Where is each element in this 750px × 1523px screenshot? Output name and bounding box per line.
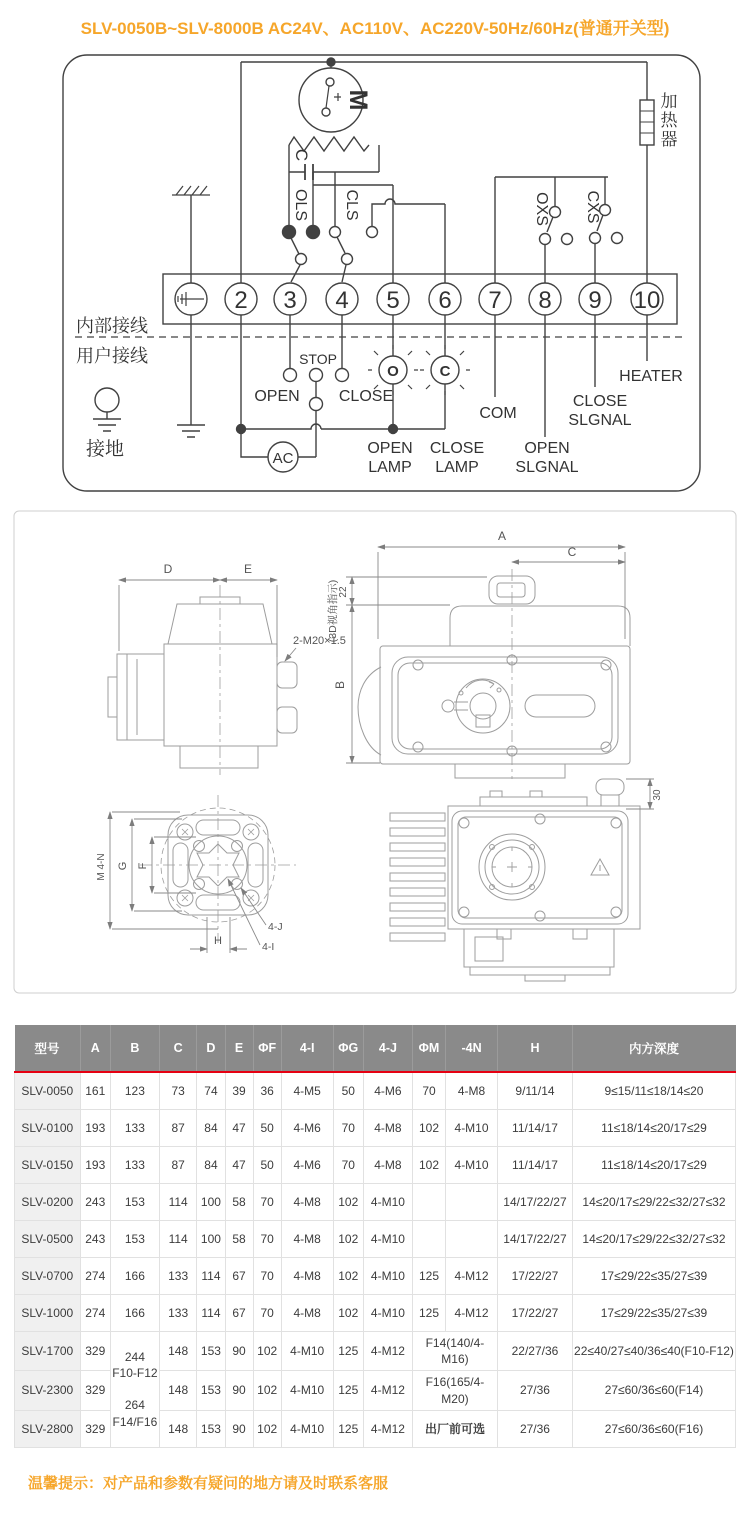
oxs-label: OXS bbox=[533, 192, 550, 226]
spec-cell: 4-M10 bbox=[363, 1184, 412, 1221]
column-header: 4-I bbox=[281, 1025, 333, 1072]
close-signal-label: SLGNAL bbox=[568, 412, 632, 429]
spec-cell: 22/27/36 bbox=[497, 1332, 572, 1371]
close-lamp-letter: C bbox=[439, 363, 451, 380]
spec-cell: 329 bbox=[80, 1371, 110, 1410]
spec-cell: 100 bbox=[197, 1221, 225, 1258]
model-cell: SLV-2300 bbox=[15, 1371, 81, 1410]
table-row bbox=[15, 1332, 736, 1371]
spec-cell: 17/22/27 bbox=[497, 1295, 572, 1332]
spec-cell: 114 bbox=[159, 1184, 196, 1221]
cls-label: CLS bbox=[343, 189, 360, 221]
table-row bbox=[15, 1072, 736, 1110]
spec-cell: 4-M10 bbox=[363, 1258, 412, 1295]
open-signal-label: OPEN bbox=[524, 440, 570, 457]
spec-cell: 274 bbox=[80, 1258, 110, 1295]
spec-cell: 9/11/14 bbox=[497, 1072, 572, 1110]
spec-cell: 14/17/22/27 bbox=[497, 1184, 572, 1221]
spec-cell: 70 bbox=[253, 1184, 281, 1221]
model-cell: SLV-0150 bbox=[15, 1147, 81, 1184]
spec-cell: 90 bbox=[225, 1371, 253, 1410]
ols-contact-dot bbox=[283, 226, 296, 239]
terminal-number: 4 bbox=[335, 287, 349, 314]
dim-h-label: H bbox=[214, 935, 222, 947]
spec-cell: 4-M8 bbox=[363, 1110, 412, 1147]
spec-cell: 102 bbox=[333, 1295, 363, 1332]
spec-cell: 70 bbox=[253, 1221, 281, 1258]
spec-cell: 14≤20/17≤29/22≤32/27≤32 bbox=[572, 1184, 735, 1221]
spec-cell: 102 bbox=[412, 1110, 445, 1147]
spec-cell: 74 bbox=[197, 1072, 225, 1110]
spec-cell: 70 bbox=[253, 1258, 281, 1295]
user-wiring-label: 用户接线 bbox=[76, 346, 148, 366]
junction-dot bbox=[389, 425, 398, 434]
open-lamp-label: LAMP bbox=[368, 459, 412, 476]
close-lamp-label: LAMP bbox=[435, 459, 479, 476]
spec-cell: 4-M10 bbox=[281, 1371, 333, 1410]
spec-cell: 133 bbox=[110, 1147, 159, 1184]
heater-cn-label: 热 bbox=[660, 111, 678, 130]
close-signal-label: CLOSE bbox=[572, 393, 628, 410]
spec-cell: 153 bbox=[197, 1332, 225, 1371]
spec-cell: 17/22/27 bbox=[497, 1258, 572, 1295]
spec-cell: F16(165/4-M20) bbox=[412, 1371, 497, 1410]
spec-cell: 125 bbox=[412, 1258, 445, 1295]
capacitor-label: C bbox=[292, 148, 311, 162]
column-header: C bbox=[159, 1025, 196, 1072]
table-row bbox=[15, 1110, 736, 1147]
label-4j: 4-J bbox=[268, 921, 283, 933]
spec-cell: 153 bbox=[110, 1184, 159, 1221]
column-header: D bbox=[197, 1025, 225, 1072]
terminal-number: 10 bbox=[633, 287, 661, 314]
spec-cell: 73 bbox=[159, 1072, 196, 1110]
spec-cell: 84 bbox=[197, 1110, 225, 1147]
spec-cell: 102 bbox=[253, 1410, 281, 1447]
spec-cell: 148 bbox=[159, 1410, 196, 1447]
spec-cell: 133 bbox=[110, 1110, 159, 1147]
model-cell: SLV-0050 bbox=[15, 1072, 81, 1110]
spec-cell: 14≤20/17≤29/22≤32/27≤32 bbox=[572, 1221, 735, 1258]
column-header: 型号 bbox=[15, 1025, 81, 1072]
spec-cell: 4-M10 bbox=[446, 1110, 498, 1147]
ols-label: OLS bbox=[292, 188, 309, 222]
cxs-label: CXS bbox=[584, 190, 601, 224]
spec-cell: 11/14/17 bbox=[497, 1147, 572, 1184]
spec-cell: 133 bbox=[159, 1258, 196, 1295]
spec-cell: 11/14/17 bbox=[497, 1110, 572, 1147]
heater-cn-label: 加 bbox=[660, 92, 678, 111]
earth-symbol bbox=[95, 388, 119, 412]
column-header: 4-J bbox=[363, 1025, 412, 1072]
table-row bbox=[15, 1295, 736, 1332]
spec-cell: 123 bbox=[110, 1072, 159, 1110]
spec-cell: 47 bbox=[225, 1147, 253, 1184]
spec-cell: 102 bbox=[253, 1332, 281, 1371]
spec-cell: 4-M8 bbox=[446, 1072, 498, 1110]
spec-cell: 125 bbox=[333, 1332, 363, 1371]
spec-cell: 4-M8 bbox=[363, 1147, 412, 1184]
spec-cell: 166 bbox=[110, 1295, 159, 1332]
spec-cell: 243 bbox=[80, 1184, 110, 1221]
spec-cell: 102 bbox=[253, 1371, 281, 1410]
spec-cell: 4-M10 bbox=[281, 1332, 333, 1371]
spec-cell: 87 bbox=[159, 1147, 196, 1184]
spec-cell: 100 bbox=[197, 1184, 225, 1221]
model-cell: SLV-1000 bbox=[15, 1295, 81, 1332]
spec-cell: 27/36 bbox=[497, 1410, 572, 1447]
table-row bbox=[15, 1258, 736, 1295]
label-4i: 4-I bbox=[262, 941, 275, 953]
spec-cell: 90 bbox=[225, 1410, 253, 1447]
model-cell: SLV-0200 bbox=[15, 1184, 81, 1221]
open-label: OPEN bbox=[254, 388, 300, 405]
dimension-drawings bbox=[0, 507, 750, 999]
spec-cell: 67 bbox=[225, 1258, 253, 1295]
junction-dot bbox=[327, 58, 335, 66]
column-header: B bbox=[110, 1025, 159, 1072]
spec-cell: 148 bbox=[159, 1371, 196, 1410]
column-header: 内方深度 bbox=[572, 1025, 735, 1072]
spec-cell: 9≤15/11≤18/14≤20 bbox=[572, 1072, 735, 1110]
spec-cell: 4-M10 bbox=[363, 1295, 412, 1332]
spec-cell bbox=[412, 1221, 445, 1258]
spec-table-body bbox=[15, 1072, 736, 1447]
spec-cell: 244 F10-F12 264 F14/F16 bbox=[110, 1332, 159, 1448]
spec-cell: 4-M8 bbox=[281, 1295, 333, 1332]
heater-cn-label: 器 bbox=[660, 130, 678, 149]
spec-table-header-row bbox=[15, 1025, 736, 1072]
spec-cell: 125 bbox=[412, 1295, 445, 1332]
spec-cell: 58 bbox=[225, 1221, 253, 1258]
close-lamp-label: CLOSE bbox=[429, 440, 485, 457]
spec-cell: 102 bbox=[412, 1147, 445, 1184]
spec-cell: 4-M6 bbox=[281, 1110, 333, 1147]
column-header: ΦG bbox=[333, 1025, 363, 1072]
spec-cell: 4-M10 bbox=[363, 1221, 412, 1258]
column-header: ΦF bbox=[253, 1025, 281, 1072]
model-cell: SLV-1700 bbox=[15, 1332, 81, 1371]
spec-cell: 4-M12 bbox=[446, 1295, 498, 1332]
column-header: A bbox=[80, 1025, 110, 1072]
spec-cell: 84 bbox=[197, 1147, 225, 1184]
spec-cell: 39 bbox=[225, 1072, 253, 1110]
dim-b-label: B bbox=[333, 680, 347, 690]
spec-cell: 27≤60/36≤60(F16) bbox=[572, 1410, 735, 1447]
dim-g-label: G bbox=[117, 861, 129, 871]
spec-cell: 153 bbox=[110, 1221, 159, 1258]
spec-cell: 50 bbox=[253, 1147, 281, 1184]
spec-cell: 4-M6 bbox=[281, 1147, 333, 1184]
spec-cell: 17≤29/22≤35/27≤39 bbox=[572, 1295, 735, 1332]
com-label: COM bbox=[479, 405, 517, 422]
spec-cell bbox=[412, 1184, 445, 1221]
spec-cell: 193 bbox=[80, 1147, 110, 1184]
terminal-number: 6 bbox=[438, 287, 452, 314]
terminal-number: 9 bbox=[588, 287, 602, 314]
spec-cell: 27≤60/36≤60(F14) bbox=[572, 1371, 735, 1410]
ground-label: 接地 bbox=[86, 439, 125, 460]
ols-contact-dot bbox=[307, 226, 320, 239]
spec-cell: 50 bbox=[253, 1110, 281, 1147]
drawings-border bbox=[14, 511, 736, 993]
spec-cell: 114 bbox=[159, 1221, 196, 1258]
spec-cell: 102 bbox=[333, 1258, 363, 1295]
column-header: H bbox=[497, 1025, 572, 1072]
spec-cell: 153 bbox=[197, 1371, 225, 1410]
gland-thread-label: 2-M20×1.5 bbox=[293, 635, 346, 647]
spec-cell: 58 bbox=[225, 1184, 253, 1221]
spec-cell: F14(140/4-M16) bbox=[412, 1332, 497, 1371]
spec-cell: 4-M12 bbox=[446, 1258, 498, 1295]
spec-cell: 87 bbox=[159, 1110, 196, 1147]
spec-cell: 14/17/22/27 bbox=[497, 1221, 572, 1258]
spec-cell: 4-M8 bbox=[281, 1221, 333, 1258]
spec-cell: 70 bbox=[412, 1072, 445, 1110]
spec-cell: 148 bbox=[159, 1332, 196, 1371]
spec-cell: 114 bbox=[197, 1258, 225, 1295]
spec-cell: 4-M12 bbox=[363, 1371, 412, 1410]
model-cell: SLV-2800 bbox=[15, 1410, 81, 1447]
table-row bbox=[15, 1147, 736, 1184]
spec-cell: 274 bbox=[80, 1295, 110, 1332]
spec-cell: 11≤18/14≤20/17≤29 bbox=[572, 1110, 735, 1147]
spec-cell: 11≤18/14≤20/17≤29 bbox=[572, 1147, 735, 1184]
dim-e-label: E bbox=[243, 562, 253, 576]
dim-30-label: 30 bbox=[652, 789, 663, 801]
spec-table bbox=[14, 1025, 736, 1448]
spec-cell: 27/36 bbox=[497, 1371, 572, 1410]
dim-22-label: 22 bbox=[338, 586, 349, 598]
spec-cell: 47 bbox=[225, 1110, 253, 1147]
spec-cell: 22≤40/27≤40/36≤40(F10-F12) bbox=[572, 1332, 735, 1371]
spec-cell: 133 bbox=[159, 1295, 196, 1332]
spec-cell: 4-M8 bbox=[281, 1258, 333, 1295]
spec-cell bbox=[446, 1221, 498, 1258]
terminal-number: 2 bbox=[234, 287, 248, 314]
spec-cell: 243 bbox=[80, 1221, 110, 1258]
spec-cell: 4-M12 bbox=[363, 1410, 412, 1447]
spec-cell: 70 bbox=[253, 1295, 281, 1332]
spec-cell: 17≤29/22≤35/27≤39 bbox=[572, 1258, 735, 1295]
spec-cell: 67 bbox=[225, 1295, 253, 1332]
spec-cell: 50 bbox=[333, 1072, 363, 1110]
spec-cell: 36 bbox=[253, 1072, 281, 1110]
view-3d-label: (3D视角指示) bbox=[327, 579, 339, 643]
spec-cell: 329 bbox=[80, 1332, 110, 1371]
spec-cell: 4-M12 bbox=[363, 1332, 412, 1371]
dim-d-label: D bbox=[163, 562, 173, 576]
table-row bbox=[15, 1221, 736, 1258]
column-header: ΦM bbox=[412, 1025, 445, 1072]
footer-note: 温馨提示：对产品和参数有疑问的地方请及时联系客服 bbox=[28, 1474, 389, 1492]
stop-label: STOP bbox=[299, 351, 337, 367]
open-signal-label: SLGNAL bbox=[515, 459, 579, 476]
spec-cell: 125 bbox=[333, 1410, 363, 1447]
spec-cell: 166 bbox=[110, 1258, 159, 1295]
model-cell: SLV-0700 bbox=[15, 1258, 81, 1295]
close-label: CLOSE bbox=[338, 388, 394, 405]
spec-cell: 70 bbox=[333, 1147, 363, 1184]
dim-a-label: A bbox=[497, 529, 507, 543]
spec-cell: 193 bbox=[80, 1110, 110, 1147]
spec-cell: 153 bbox=[197, 1410, 225, 1447]
wiring-diagram bbox=[0, 49, 750, 495]
spec-cell: 90 bbox=[225, 1332, 253, 1371]
spec-cell: 4-M10 bbox=[281, 1410, 333, 1447]
terminal-number: 7 bbox=[488, 287, 502, 314]
terminal-number: 3 bbox=[283, 287, 297, 314]
model-cell: SLV-0500 bbox=[15, 1221, 81, 1258]
spec-cell bbox=[446, 1184, 498, 1221]
spec-cell: 4-M10 bbox=[446, 1147, 498, 1184]
spec-cell: 102 bbox=[333, 1221, 363, 1258]
table-row bbox=[15, 1184, 736, 1221]
model-cell: SLV-0100 bbox=[15, 1110, 81, 1147]
spec-cell: 70 bbox=[333, 1110, 363, 1147]
open-lamp-letter: O bbox=[387, 363, 399, 380]
internal-wiring-label: 内部接线 bbox=[76, 316, 148, 336]
dim-c-label: C bbox=[567, 545, 577, 559]
spec-cell: 161 bbox=[80, 1072, 110, 1110]
spec-cell: 4-M8 bbox=[281, 1184, 333, 1221]
dim-m4n-label: M 4-N bbox=[96, 853, 107, 881]
terminal-number: 8 bbox=[538, 287, 552, 314]
spec-cell: 102 bbox=[333, 1184, 363, 1221]
terminal-number: 5 bbox=[386, 287, 400, 314]
page-title: SLV-0050B~SLV-8000B AC24V、AC110V、AC220V-50Hz/60Hz(普通开关型) bbox=[80, 19, 670, 38]
spec-cell: 4-M5 bbox=[281, 1072, 333, 1110]
column-header: -4N bbox=[446, 1025, 498, 1072]
spec-cell: 125 bbox=[333, 1371, 363, 1410]
heater-en-label: HEATER bbox=[619, 368, 683, 385]
spec-cell: 329 bbox=[80, 1410, 110, 1447]
spec-cell: 114 bbox=[197, 1295, 225, 1332]
motor-label: M bbox=[344, 89, 372, 111]
dim-f-label: F bbox=[137, 862, 149, 870]
ac-label: AC bbox=[272, 450, 294, 467]
open-lamp-label: OPEN bbox=[367, 440, 413, 457]
column-header: E bbox=[225, 1025, 253, 1072]
spec-cell: 4-M6 bbox=[363, 1072, 412, 1110]
spec-cell: 出厂前可选 bbox=[412, 1410, 497, 1447]
